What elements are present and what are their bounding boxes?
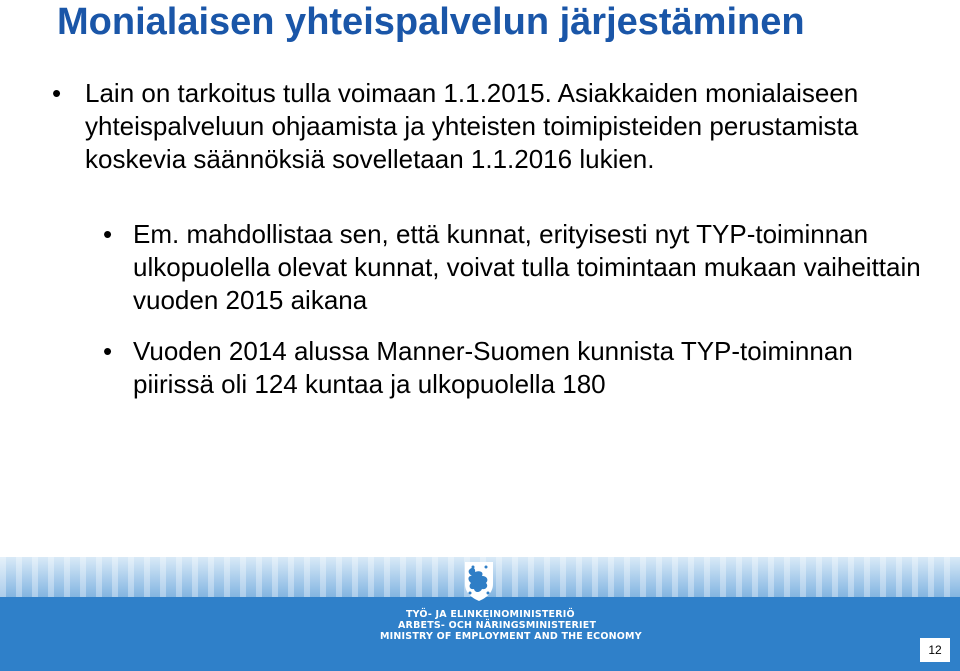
slide-title: Monialaisen yhteispalvelun järjestäminen [57,1,805,43]
bullet-marker: • [103,219,113,249]
bullet-item [52,77,872,176]
coat-of-arms-lion-icon [462,560,496,602]
bullet-text: Lain on tarkoitus tulla voimaan 1.1.2015. Asiakkaiden monialaiseen yhteispalveluun ohjaamista ja yhteisten toimipisteiden perustamista koskevia säännöksiä sovelletaan 1.1.2016 lukien. [85,78,859,174]
ministry-name-en: MINISTRY OF EMPLOYMENT AND THE ECONOMY [380,631,642,642]
ministry-name-sv: ARBETS- OCH NÄRINGSMINISTERIET [398,620,597,631]
ministry-name [380,609,642,642]
ministry-name-fi: TYÖ- JA ELINKEINOMINISTERIÖ [406,609,575,620]
bullet-marker: • [52,78,62,108]
bullet-text: Vuoden 2014 alussa Manner-Suomen kunnista TYP-toiminnan piirissä oli 124 kuntaa ja ulkopuolella 180 [133,336,853,399]
bullet-item [103,218,923,317]
bullet-marker: • [103,336,113,366]
bullet-item [103,335,923,401]
page-number: 12 [920,638,950,662]
footer-banner [0,557,960,671]
bullet-text: Em. mahdollistaa sen, että kunnat, erityisesti nyt TYP-toiminnan ulkopuolella olevat kunnat, voivat tulla toimintaan mukaan vaiheittain vuoden 2015 aikana [133,219,921,315]
